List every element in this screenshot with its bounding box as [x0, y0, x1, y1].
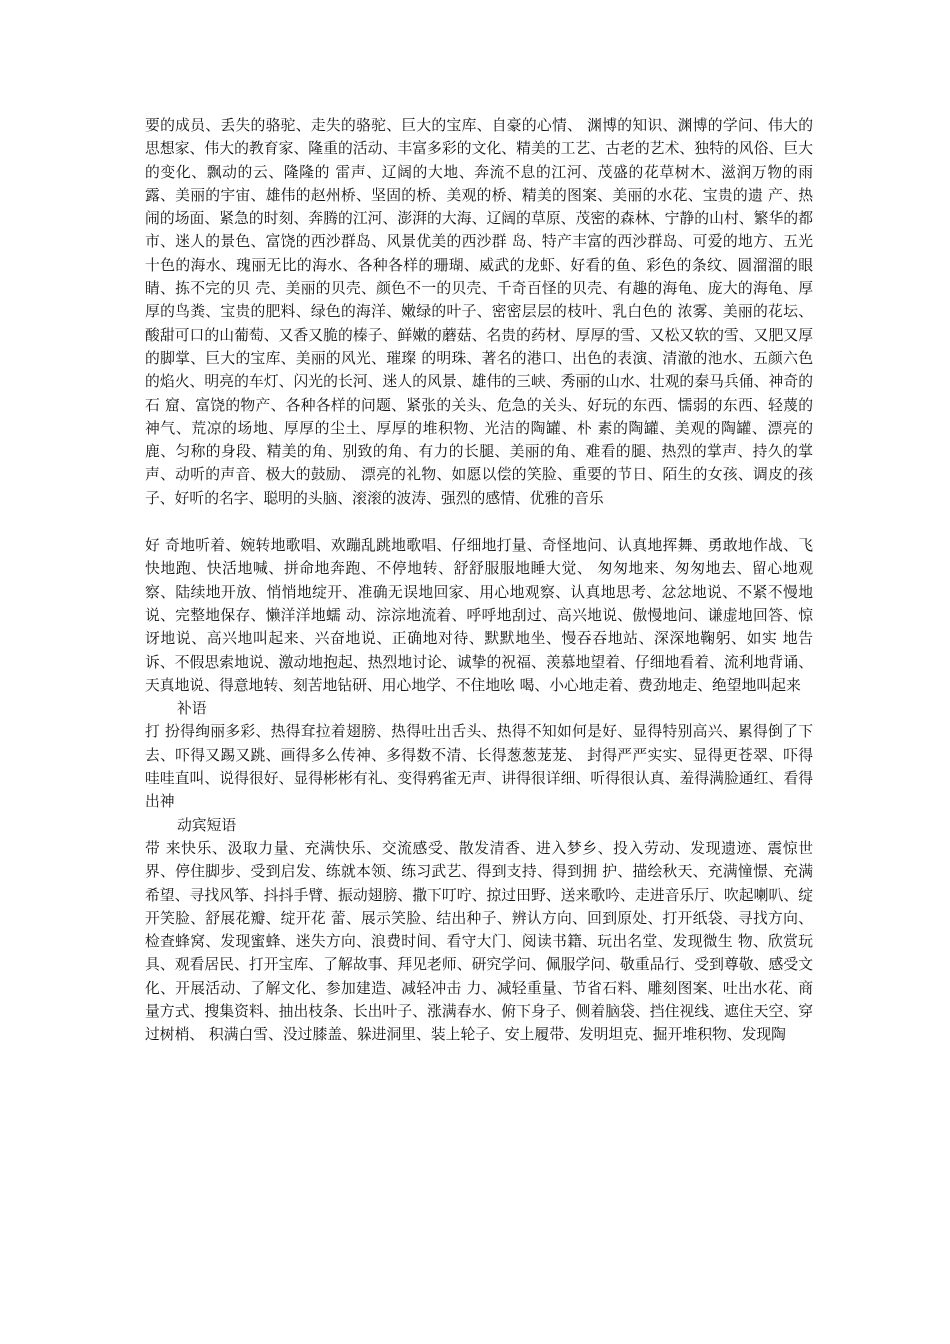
complement-heading: 补语 — [177, 700, 207, 718]
adverb-phrase-list: 好 奇地听着、婉转地歌唱、欢蹦乱跳地歌唱、仔细地打量、奇怪地问、认真地挥舞、勇敢地作战、飞快地跑、快活地喊、拼命地奔跑、不停地转、舒舒服服地睡大觉、 匆匆地来、匆匆地去、留心地观察、陆续地开放、悄悄地绽开、准确无误地回家、用心地观察、认真地思考、忿忿地说、不紧不慢地说、完整地保存、懒洋洋地蠕 动、淙淙地流着、呼呼地刮过、高兴地说、傲慢地问、谦虚地回答、惊讶地说、高兴地叫起来、兴奋地说、正确地对待、默默地坐、慢吞吞地站、深深地鞠躬、如实 地告诉、不假思索地说、激动地抱起、热烈地讨论、诚挚的祝福、羡慕地望着、仔细地看着、流利地背诵、天真地说、得意地转、刻苦地钻研、用心地学、不住地吆 喝、小心地走着、费劲地走、绝望地叫起来 — [145, 537, 813, 694]
verb-object-heading: 动宾短语 — [177, 816, 237, 834]
verb-object-phrase-list: 带 来快乐、汲取力量、充满快乐、交流感受、散发清香、进入梦乡、投入劳动、发现遗迹、震惊世界、停住脚步、受到启发、练就本领、练习武艺、得到支持、得到拥 护、描绘秋天、充满憧憬、充满希望、寻找风筝、抖抖手臂、振动翅膀、撒下叮咛、掠过田野、送来歌吟、走进音乐厅、吹起喇叭、绽开笑脸、舒展花瓣、绽开花 蕾、展示笑脸、结出种子、辨认方向、回到原处、打开纸袋、寻找方向、检查蜂窝、发现蜜蜂、迷失方向、浪费时间、看守大门、阅读书籍、玩出名堂、发现微生 物、欣赏玩具、观看居民、打开宝库、了解故事、拜见老师、研究学问、佩服学问、敬重品行、受到尊敬、感受文化、开展活动、了解文化、参加建造、减轻冲击 力、减轻重量、节省石料、雕刻图案、吐出水花、商量方式、搜集资料、抽出枝条、长出叶子、涨满春水、俯下身子、侧着脑袋、挡住视线、遮住天空、穿过树梢、 积满白雪、没过膝盖、躲进洞里、装上轮子、安上履带、发明坦克、掘开堆积物、发现陶 — [145, 839, 813, 1044]
document-page — [145, 114, 813, 1047]
paragraph-gap — [145, 510, 813, 534]
complement-phrase-list: 打 扮得绚丽多彩、热得耷拉着翅膀、热得吐出舌头、热得不知如何是好、显得特别高兴、累得倒了下去、吓得又踢又跳、画得多么传神、多得数不清、长得葱葱茏茏、 封得严严实实、显得更苍翠、吓得哇哇直叫、说得很好、显得彬彬有礼、变得鸦雀无声、讲得很详细、听得很认真、羞得满脸通红、看得出神 — [145, 723, 813, 811]
adjective-phrase-list: 要的成员、丢失的骆驼、走失的骆驼、巨大的宝库、自豪的心情、 渊博的知识、渊博的学问、伟大的思想家、伟大的教育家、隆重的活动、丰富多彩的文化、精美的工艺、古老的艺术、独特的风俗、巨大的变化、飘动的云、隆隆的 雷声、辽阔的大地、奔流不息的江河、茂盛的花草树木、滋润万物的雨露、美丽的宇宙、雄伟的赵州桥、坚固的桥、美观的桥、精美的图案、美丽的水花、宝贵的遗 产、热闹的场面、紧急的时刻、奔腾的江河、澎湃的大海、辽阔的草原、茂密的森林、宁静的山村、繁华的都市、迷人的景色、富饶的西沙群岛、风景优美的西沙群 岛、特产丰富的西沙群岛、可爱的地方、五光十色的海水、瑰丽无比的海水、各种各样的珊瑚、威武的龙虾、好看的鱼、彩色的条纹、圆溜溜的眼睛、拣不完的贝 壳、美丽的贝壳、颜色不一的贝壳、千奇百怪的贝壳、有趣的海龟、庞大的海龟、厚厚的鸟粪、宝贵的肥料、绿色的海洋、嫩绿的叶子、密密层层的枝叶、乳白色的 浓雾、美丽的花坛、酸甜可口的山葡萄、又香又脆的榛子、鲜嫩的蘑菇、名贵的药材、厚厚的雪、又松又软的雪、又肥又厚的脚掌、巨大的宝库、美丽的风光、璀璨 的明珠、著名的港口、出色的表演、清澈的池水、五颜六色的焰火、明亮的车灯、闪光的长河、迷人的风景、雄伟的三峡、秀丽的山水、壮观的秦马兵俑、神奇的石 窟、富饶的物产、各种各样的问题、紧张的关头、危急的关头、好玩的东西、懦弱的东西、轻蔑的神气、荒凉的场地、厚厚的尘土、厚厚的堆积物、光洁的陶罐、朴 素的陶罐、美观的陶罐、漂亮的鹿、匀称的身段、精美的角、别致的角、有力的长腿、美丽的角、难看的腿、热烈的掌声、持久的掌声、动听的声音、极大的鼓励、 漂亮的礼物、如愿以偿的笑脸、重要的节日、陌生的女孩、调皮的孩子、好听的名字、聪明的头脑、滚滚的波涛、强烈的感情、优雅的音乐 — [145, 117, 813, 507]
